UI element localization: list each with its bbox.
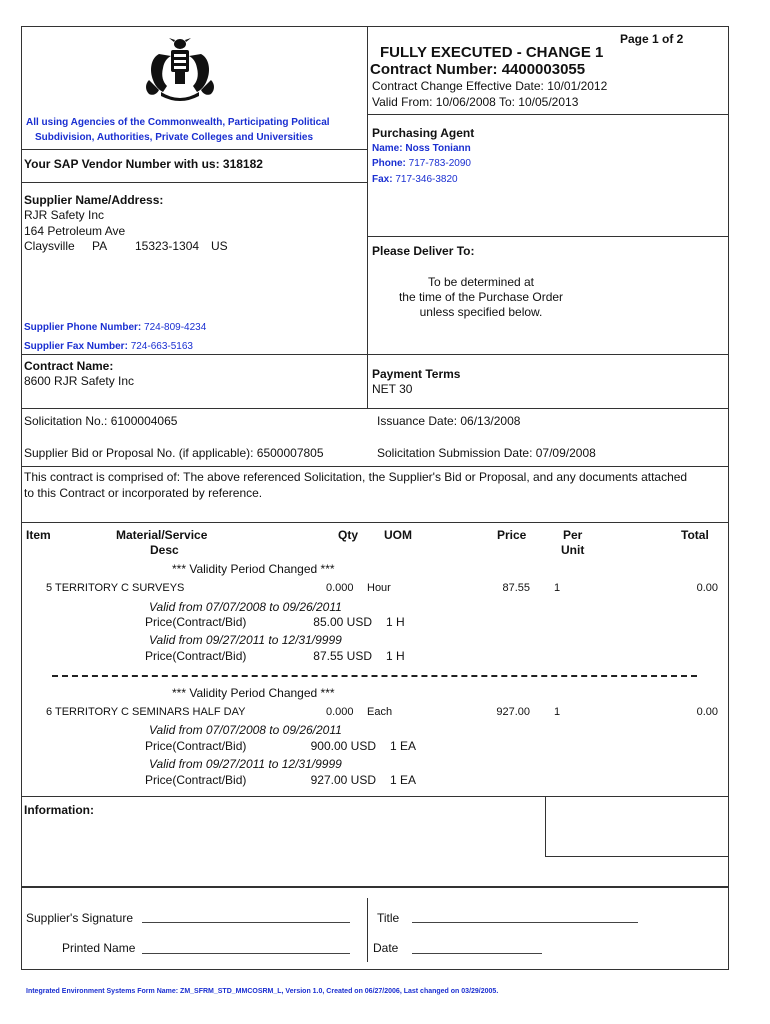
price-label: Price(Contract/Bid) bbox=[145, 649, 247, 663]
line-item-desc: 5 TERRITORY C SURVEYS bbox=[46, 582, 185, 594]
supplier-name: RJR Safety Inc bbox=[24, 208, 105, 222]
col-item: Item bbox=[26, 528, 51, 542]
title-line[interactable] bbox=[412, 922, 638, 923]
line-item-total: 0.00 bbox=[696, 582, 718, 594]
agent-name: Name: Noss Toniann bbox=[372, 143, 471, 154]
line-item-price: 87.55 bbox=[502, 582, 530, 594]
col-uom: UOM bbox=[384, 528, 412, 542]
price-label: Price(Contract/Bid) bbox=[145, 773, 247, 787]
price-qty: 1 H bbox=[386, 615, 405, 629]
supplier-signature-line[interactable] bbox=[142, 922, 350, 923]
line-item-uom: Hour bbox=[367, 582, 391, 594]
price-qty: 1 H bbox=[386, 649, 405, 663]
line-item-qty: 0.000 bbox=[326, 706, 354, 718]
col-per-unit: Unit bbox=[561, 543, 585, 557]
page-number: Page 1 of 2 bbox=[620, 32, 684, 46]
col-per: Per bbox=[563, 528, 583, 542]
agent-phone: Phone: 717-783-2090 bbox=[372, 158, 471, 169]
form-footer: Integrated Environment Systems Form Name: ZM_SFRM_STD_MMCOSRM_L, Version 1.0, Created on 06/27/2006, Last changed on 03/29/2005. bbox=[26, 988, 499, 995]
item-separator bbox=[52, 674, 697, 677]
agent-fax: Fax: 717-346-3820 bbox=[372, 174, 458, 185]
purchasing-agent-heading: Purchasing Agent bbox=[372, 126, 475, 140]
line-item-per: 1 bbox=[554, 582, 561, 594]
comprised-line-2: to this Contract or incorporated by reference. bbox=[24, 486, 263, 500]
signature-frame bbox=[21, 886, 729, 970]
deliver-line-3: unless specified below. bbox=[419, 305, 543, 319]
payment-terms: NET 30 bbox=[372, 382, 413, 396]
price-qty: 1 EA bbox=[390, 773, 417, 787]
line-item-uom: Each bbox=[367, 706, 393, 718]
contract-number: 4400003055 bbox=[501, 61, 586, 78]
supplier-fax: Supplier Fax Number: 724-663-5163 bbox=[24, 341, 193, 352]
validity-note: *** Validity Period Changed *** bbox=[172, 562, 335, 576]
supplier-signature-label: Supplier's Signature bbox=[26, 911, 134, 925]
solicitation-number: Solicitation No.: 6100004065 bbox=[24, 414, 178, 428]
validity-note: *** Validity Period Changed *** bbox=[172, 686, 335, 700]
line-item-per: 1 bbox=[554, 706, 561, 718]
valid-range: Valid From: 10/06/2008 To: 10/05/2013 bbox=[372, 95, 579, 109]
price-amount: 87.55 USD bbox=[313, 649, 372, 663]
price-label: Price(Contract/Bid) bbox=[145, 615, 247, 629]
deliver-heading: Please Deliver To: bbox=[372, 244, 475, 258]
col-total: Total bbox=[681, 528, 709, 542]
printed-name-label: Printed Name bbox=[62, 941, 136, 955]
line-item-desc: 6 TERRITORY C SEMINARS HALF DAY bbox=[46, 706, 246, 718]
agencies-line-2: Subdivision, Authorities, Private Colleges and Universities bbox=[35, 132, 314, 143]
supplier-zip: 15323-1304 bbox=[135, 239, 200, 253]
deliver-line-1: To be determined at bbox=[427, 275, 535, 289]
commonwealth-seal-icon bbox=[141, 36, 219, 102]
col-material: Material/Service bbox=[116, 528, 208, 542]
issuance-date: Issuance Date: 06/13/2008 bbox=[377, 414, 521, 428]
supplier-country: US bbox=[211, 239, 228, 253]
price-amount: 900.00 USD bbox=[310, 739, 376, 753]
supplier-city: Claysville bbox=[24, 239, 75, 253]
col-qty: Qty bbox=[338, 528, 359, 542]
contract-name-heading: Contract Name: bbox=[24, 359, 114, 373]
title-label: Title bbox=[377, 911, 400, 925]
validity-period: Valid from 07/07/2008 to 09/26/2011 bbox=[149, 723, 342, 737]
price-amount: 85.00 USD bbox=[313, 615, 372, 629]
supplier-state: PA bbox=[92, 239, 108, 253]
validity-period: Valid from 09/27/2011 to 12/31/9999 bbox=[149, 757, 342, 771]
contract-name: 8600 RJR Safety Inc bbox=[24, 374, 135, 388]
submission-date: Solicitation Submission Date: 07/09/2008 bbox=[377, 446, 596, 460]
comprised-line-1: This contract is comprised of: The above referenced Solicitation, the Supplier's Bid or Proposal, and any documents attached bbox=[24, 470, 688, 484]
validity-period: Valid from 07/07/2008 to 09/26/2011 bbox=[149, 600, 342, 614]
date-label: Date bbox=[373, 941, 399, 955]
contract-number-line: Contract Number: 4400003055 bbox=[370, 61, 586, 78]
line-item-qty: 0.000 bbox=[326, 582, 354, 594]
printed-name-line[interactable] bbox=[142, 953, 350, 954]
contract-status: FULLY EXECUTED - CHANGE 1 bbox=[380, 44, 604, 61]
price-label: Price(Contract/Bid) bbox=[145, 739, 247, 753]
price-amount: 927.00 USD bbox=[310, 773, 376, 787]
bid-number: Supplier Bid or Proposal No. (if applicable): 6500007805 bbox=[24, 446, 324, 460]
deliver-line-2: the time of the Purchase Order bbox=[398, 290, 564, 304]
validity-period: Valid from 09/27/2011 to 12/31/9999 bbox=[149, 633, 342, 647]
agencies-line-1: All using Agencies of the Commonwealth, Participating Political bbox=[26, 117, 330, 128]
payment-terms-heading: Payment Terms bbox=[372, 367, 461, 381]
line-item-total: 0.00 bbox=[696, 706, 718, 718]
col-material-desc: Desc bbox=[150, 543, 179, 557]
col-price: Price bbox=[497, 528, 527, 542]
price-qty: 1 EA bbox=[390, 739, 417, 753]
supplier-phone: Supplier Phone Number: 724-809-4234 bbox=[24, 322, 207, 333]
date-line[interactable] bbox=[412, 953, 542, 954]
supplier-heading: Supplier Name/Address: bbox=[24, 193, 164, 207]
line-item-price: 927.00 bbox=[496, 706, 530, 718]
sap-vendor-number: Your SAP Vendor Number with us: 318182 bbox=[24, 157, 263, 171]
supplier-street: 164 Petroleum Ave bbox=[24, 224, 126, 238]
change-effective-date: Contract Change Effective Date: 10/01/2012 bbox=[372, 79, 608, 93]
information-heading: Information: bbox=[24, 803, 94, 817]
